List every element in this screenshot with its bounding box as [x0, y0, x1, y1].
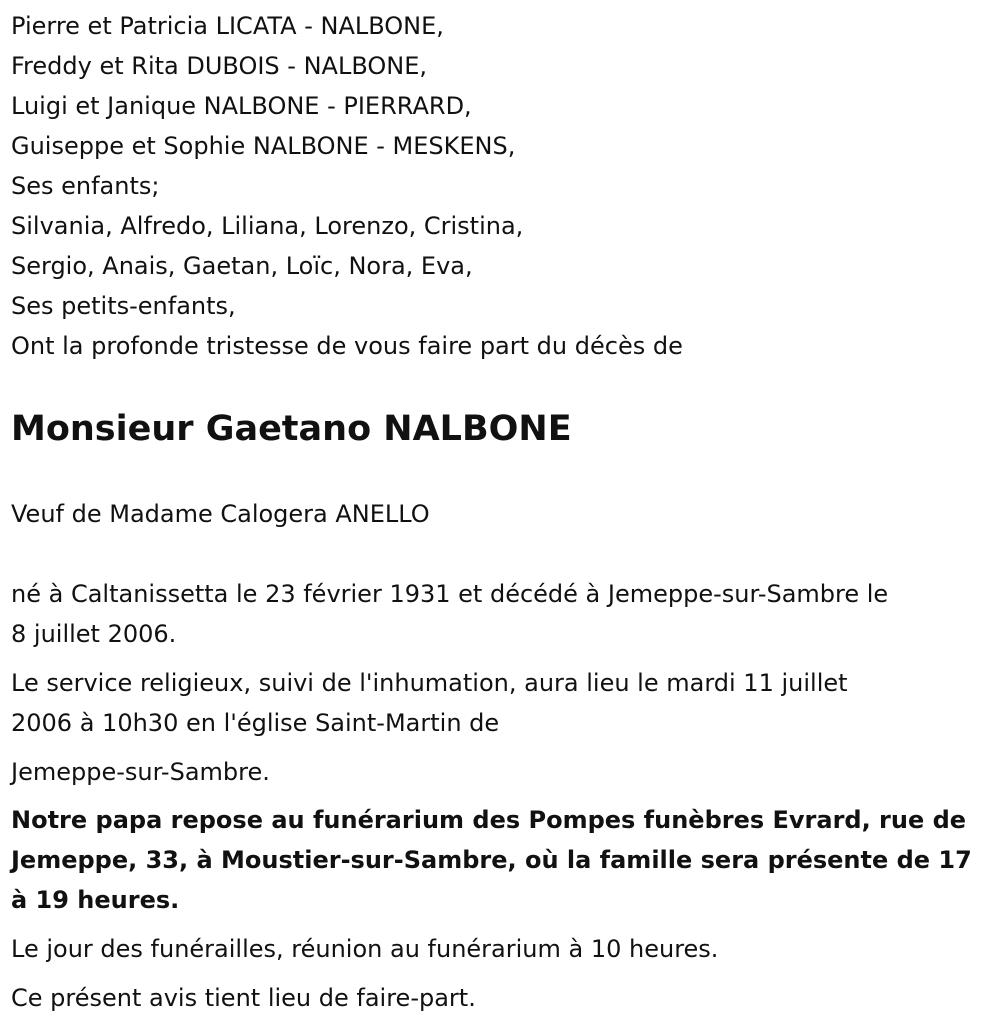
resting-line: Jemeppe, 33, à Moustier-sur-Sambre, où la famille sera présente de 17	[11, 846, 972, 874]
service-line: 2006 à 10h30 en l'église Saint-Martin de	[11, 709, 500, 737]
family-line: Pierre et Patricia LICATA - NALBONE,	[11, 12, 444, 40]
birth-death-line: né à Caltanissetta le 23 février 1931 et décédé à Jemeppe-sur-Sambre le	[11, 580, 889, 608]
deceased-name: Monsieur Gaetano NALBONE	[11, 409, 572, 449]
notice-paragraph: Ce présent avis tient lieu de faire-part.	[11, 984, 476, 1012]
grandchildren-names-line: Sergio, Anais, Gaetan, Loïc, Nora, Eva,	[11, 252, 473, 280]
grandchildren-names-line: Silvania, Alfredo, Liliana, Lorenzo, Cristina,	[11, 212, 524, 240]
service-line: Le service religieux, suivi de l'inhumation, aura lieu le mardi 11 juillet	[11, 669, 848, 697]
announcement-intro: Ont la profonde tristesse de vous faire part du décès de	[11, 332, 683, 360]
family-line: Freddy et Rita DUBOIS - NALBONE,	[11, 52, 427, 80]
resting-paragraph	[11, 800, 996, 920]
family-line: Luigi et Janique NALBONE - PIERRARD,	[11, 92, 472, 120]
grandchildren-heading: Ses petits-enfants,	[11, 292, 236, 320]
resting-line: à 19 heures.	[11, 886, 180, 914]
children-heading: Ses enfants;	[11, 172, 160, 200]
birth-death-paragraph	[11, 574, 996, 654]
widow-of-line: Veuf de Madame Calogera ANELLO	[11, 500, 430, 528]
service-place: Jemeppe-sur-Sambre.	[11, 758, 270, 786]
obituary-document	[11, 6, 996, 1018]
service-paragraph	[11, 663, 996, 743]
funeral-day-paragraph: Le jour des funérailles, réunion au funérarium à 10 heures.	[11, 935, 719, 963]
family-list	[11, 6, 996, 366]
resting-line: Notre papa repose au funérarium des Pompes funèbres Evrard, rue de	[11, 806, 967, 834]
birth-death-line: 8 juillet 2006.	[11, 620, 177, 648]
family-line: Guiseppe et Sophie NALBONE - MESKENS,	[11, 132, 516, 160]
